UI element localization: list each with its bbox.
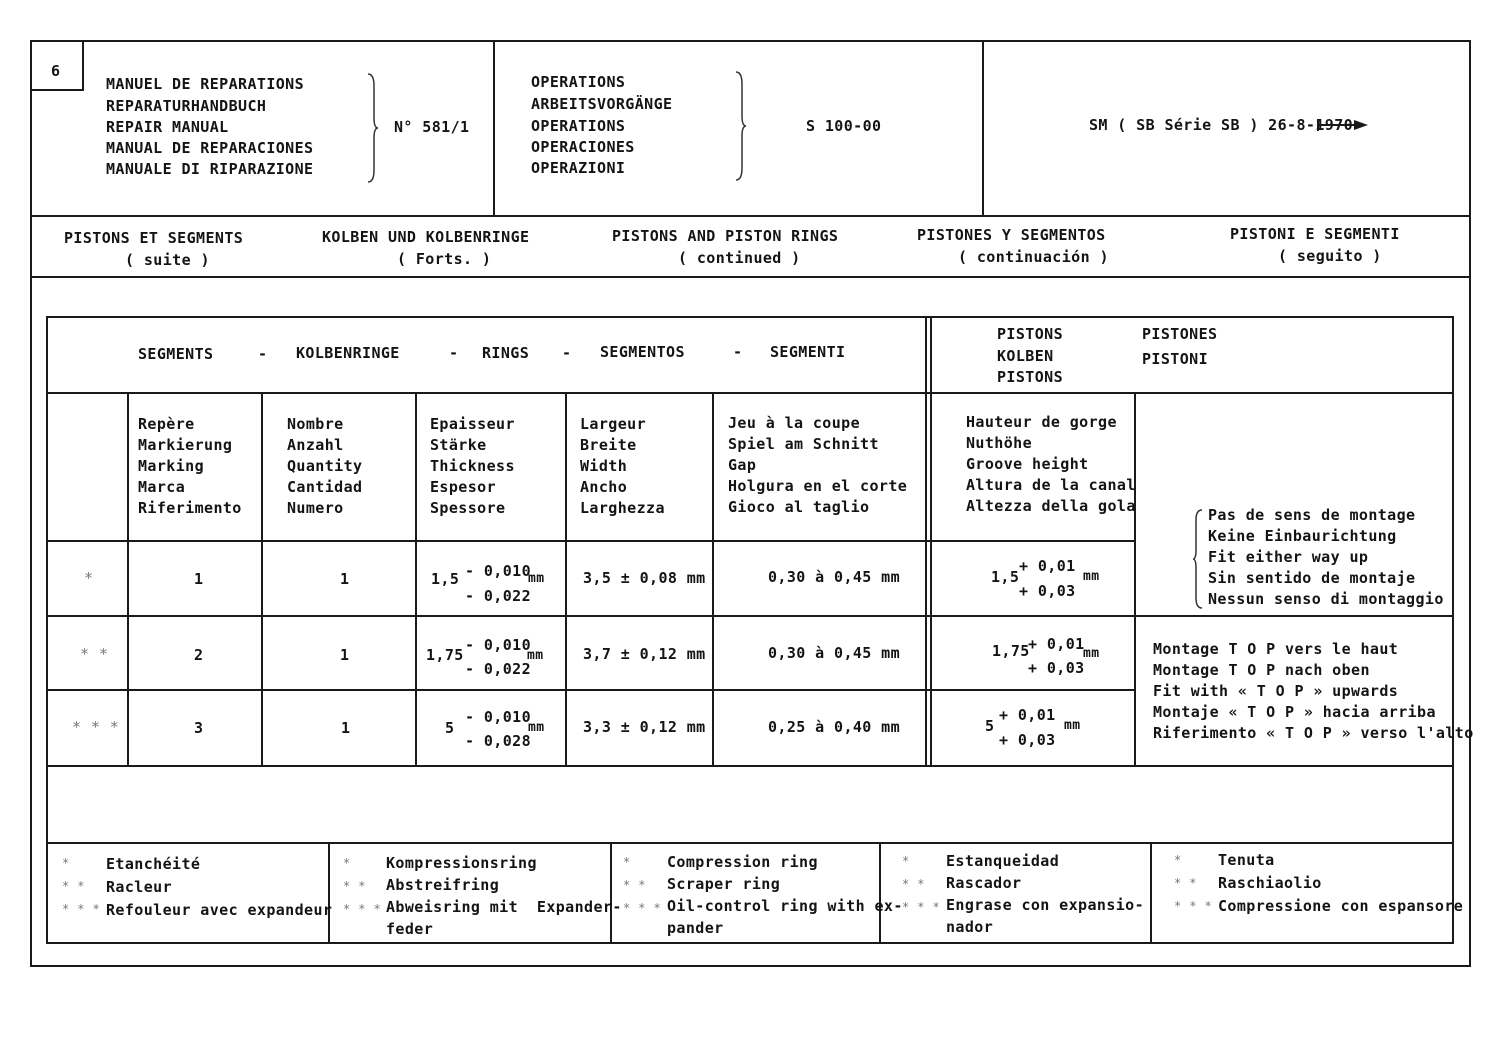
table-row-1-groove-upper: + 0,01	[1019, 557, 1076, 575]
legend-fr-marks: * * * * * *	[62, 856, 101, 916]
section-subtitle-de: ( Forts. )	[397, 250, 492, 268]
manual-number: N° 581/1	[394, 118, 470, 136]
manual-title-it: MANUALE DI RIPARAZIONE	[106, 160, 314, 178]
table-row-3-width: 3,3 ± 0,12 mm	[583, 718, 706, 736]
table-row-2-groove-base: 1,75	[992, 642, 1030, 660]
segments-header-es: SEGMENTOS	[600, 343, 685, 361]
table-row-1-groove-lower: + 0,03	[1019, 582, 1076, 600]
table-row-2-qty: 1	[340, 646, 350, 664]
col-line-2	[261, 392, 263, 766]
section-title-bottom-line	[30, 276, 1471, 278]
section-title-es: PISTONES Y SEGMENTOS	[917, 226, 1106, 244]
table-header-line	[46, 392, 1454, 394]
table-row-1-groove-unit: mm	[1083, 569, 1100, 584]
section-title-it: PISTONI E SEGMENTI	[1230, 225, 1400, 243]
table-row-1-qty: 1	[340, 570, 350, 588]
table-row-2-thk-lower: - 0,022	[465, 660, 532, 678]
header-divider-2	[982, 40, 984, 216]
page-number: 6	[51, 62, 61, 80]
legend-it-marks: * * * * * *	[1174, 853, 1213, 913]
header-bottom-line	[30, 215, 1471, 217]
operation-code: S 100-00	[806, 117, 882, 135]
table-row-2-width: 3,7 ± 0,12 mm	[583, 645, 706, 663]
note-no-direction: Pas de sens de montage Keine Einbaurichtung Fit either way up Sin sentido de montaje Nessun senso di montaggio	[1208, 506, 1444, 608]
table-row-3-groove-lower: + 0,03	[999, 731, 1056, 749]
col-header-thickness: Epaisseur Stärke Thickness Espesor Spessore	[430, 415, 515, 517]
table-row-2-thk-base: 1,75	[426, 646, 464, 664]
legend-en-text: Compression ring Scraper ring Oil-control ring with ex- pander	[667, 853, 903, 937]
manual-title-es: MANUAL DE REPARACIONES	[106, 139, 314, 157]
operations-title-brace	[734, 70, 748, 182]
manual-title-brace	[366, 72, 380, 184]
table-row-2-groove-lower: + 0,03	[1028, 659, 1085, 677]
table-row-3-gap: 0,25 à 0,40 mm	[768, 718, 901, 736]
table-row-3-mark: * * *	[72, 718, 120, 736]
table-row-3-thk-base: 5	[445, 719, 455, 737]
table-row-1-thk-base: 1,5	[431, 570, 460, 588]
segments-header-en: RINGS	[482, 344, 530, 362]
table-row-1-thk-upper: - 0,010	[465, 562, 532, 580]
table-row-2-thk-upper: - 0,010	[465, 636, 532, 654]
legend-de-text: Kompressionsring Abstreifring Abweisring mit Expander- feder	[386, 854, 622, 938]
pistons-header-fr: PISTONS	[997, 325, 1064, 343]
manual-title-de: REPARATURHANDBUCH	[106, 97, 267, 115]
segments-header-sep-2: -	[449, 344, 459, 362]
table-row-2-mark: * *	[80, 645, 109, 663]
table-row-1-thk-unit: mm	[528, 571, 545, 586]
table-row-3-groove-unit: mm	[1064, 718, 1081, 733]
section-subtitle-it: ( seguito )	[1278, 247, 1382, 265]
table-row1-top	[46, 540, 1136, 542]
table-row-1-mark: *	[84, 569, 94, 587]
legend-es-marks: * * * * * *	[902, 854, 941, 914]
no-direction-brace	[1192, 508, 1204, 610]
col-header-width: Largeur Breite Width Ancho Larghezza	[580, 415, 665, 517]
col-header-quantity: Nombre Anzahl Quantity Cantidad Numero	[287, 415, 363, 517]
col-header-gap: Jeu à la coupe Spiel am Schnitt Gap Holgura en el corte Gioco al taglio	[728, 414, 908, 516]
pistons-header-it: PISTONI	[1142, 350, 1209, 368]
col-line-4	[565, 392, 567, 766]
section-title-de: KOLBEN UND KOLBENRINGE	[322, 228, 530, 246]
table-row-2-ref: 2	[194, 646, 204, 664]
arrow-right-icon	[1316, 117, 1370, 133]
model-info: SM ( SB Série SB ) 26-8-1970	[1089, 116, 1354, 134]
operations-title-en: OPERATIONS	[531, 117, 626, 135]
table-row-3-groove-base: 5	[985, 717, 995, 735]
segments-header-sep-3: -	[562, 344, 572, 362]
pistons-header-en: PISTONS	[997, 368, 1064, 386]
section-title-fr: PISTONS ET SEGMENTS	[64, 229, 244, 247]
section-subtitle-en: ( continued )	[678, 249, 801, 267]
table-row-1-thk-lower: - 0,022	[465, 587, 532, 605]
table-row-3-thk-lower: - 0,028	[465, 732, 532, 750]
segments-header-sep-4: -	[733, 343, 743, 361]
note-top-upwards: Montage T O P vers le haut Montage T O P nach oben Fit with « T O P » upwards Montaje « T O P » hacia arriba Riferimento « T O P » verso l'alto	[1153, 640, 1474, 742]
table-row-3-groove-upper: + 0,01	[999, 706, 1056, 724]
operations-title-es: OPERACIONES	[531, 138, 635, 156]
table-row-2-groove-upper: + 0,01	[1028, 635, 1085, 653]
legend-it-text: Tenuta Raschiaolio Compressione con espansore	[1218, 851, 1464, 915]
col-header-marking: Repère Markierung Marking Marca Riferimento	[138, 415, 242, 517]
table-row3-top	[46, 689, 1136, 691]
table-rows-bottom	[46, 765, 1454, 767]
section-subtitle-fr: ( suite )	[125, 251, 210, 269]
legend-divider-4	[1150, 842, 1152, 944]
table-row-3-thk-unit: mm	[528, 720, 545, 735]
table-row-3-qty: 1	[341, 719, 351, 737]
section-title-en: PISTONS AND PISTON RINGS	[612, 227, 839, 245]
operations-title-fr: OPERATIONS	[531, 73, 626, 91]
operations-title-de: ARBEITSVORGÄNGE	[531, 95, 673, 113]
table-row-2-groove-unit: mm	[1083, 646, 1100, 661]
segments-header-sep-1: -	[258, 345, 268, 363]
table-row-3-thk-upper: - 0,010	[465, 708, 532, 726]
col-line-1	[127, 392, 129, 766]
header-divider-1	[493, 40, 495, 216]
col-header-groove: Hauteur de gorge Nuthöhe Groove height Altura de la canal Altezza della gola	[966, 413, 1136, 515]
table-row-2-thk-unit: mm	[527, 648, 544, 663]
col-line-6a	[925, 316, 927, 766]
table-row-1-groove-base: 1,5	[991, 568, 1020, 586]
table-row-1-ref: 1	[194, 570, 204, 588]
table-row-3-ref: 3	[194, 719, 204, 737]
legend-en-marks: * * * * * *	[623, 855, 662, 915]
segments-header-fr: SEGMENTS	[138, 345, 214, 363]
segments-header-de: KOLBENRINGE	[296, 344, 400, 362]
legend-es-text: Estanqueidad Rascador Engrase con expansio- nador	[946, 852, 1145, 936]
table-row-1-width: 3,5 ± 0,08 mm	[583, 569, 706, 587]
legend-fr-text: Etanchéité Racleur Refouleur avec expandeur	[106, 855, 333, 919]
col-line-3	[415, 392, 417, 766]
manual-title-fr: MANUEL DE REPARATIONS	[106, 75, 305, 93]
section-subtitle-es: ( continuación )	[958, 248, 1109, 266]
operations-title-it: OPERAZIONI	[531, 159, 626, 177]
legend-de-marks: * * * * * *	[343, 856, 382, 916]
pistons-header-es: PISTONES	[1142, 325, 1218, 343]
segments-header-it: SEGMENTI	[770, 343, 846, 361]
table-row2-top	[46, 615, 1454, 617]
col-line-5	[712, 392, 714, 766]
col-line-6b	[930, 316, 932, 766]
table-row-2-gap: 0,30 à 0,45 mm	[768, 644, 901, 662]
manual-title-en: REPAIR MANUAL	[106, 118, 229, 136]
table-row-1-gap: 0,30 à 0,45 mm	[768, 568, 901, 586]
pistons-header-de: KOLBEN	[997, 347, 1054, 365]
